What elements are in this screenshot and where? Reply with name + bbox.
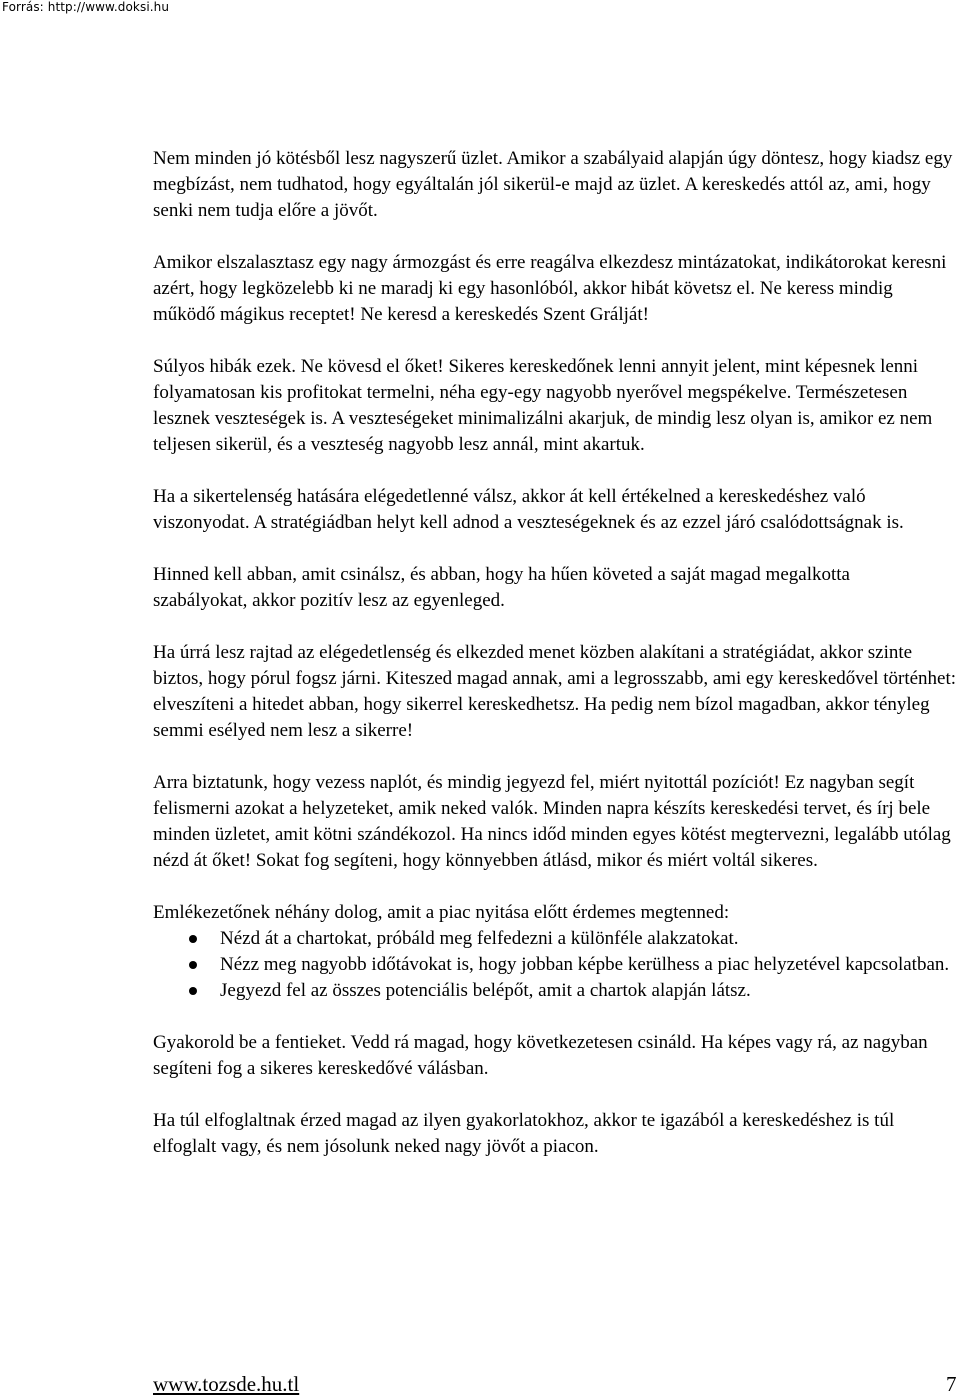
list-item-text: Jegyezd fel az összes potenciális belépőt, amit a chartok alapján látsz. [220,980,751,1001]
paragraph: Amikor elszalasztasz egy nagy ármozgást és erre reagálva elkezdesz mintázatokat, indikátorokat keresni azért, hogy legközelebb ki ne maradj ki egy hasonlóból, akkor hibát követsz el. Ne keress mindig működő mágikus receptet! Ne keresd a kereskedés Szent Grálját! [153,252,947,325]
bullet-icon [189,987,197,995]
bullet-icon [189,961,197,969]
list-item [153,978,960,1004]
paragraph: Hinned kell abban, amit csinálsz, és abban, hogy ha hűen követed a saját magad megalkotta szabályokat, akkor pozitív lesz az egyenleged. [153,564,850,611]
list-item [153,952,960,978]
footer-website-link[interactable]: www.tozsde.hu.tl [153,1372,300,1396]
bullet-icon [189,935,197,943]
document-body [153,146,960,1160]
paragraph: Súlyos hibák ezek. Ne kövesd el őket! Sikeres kereskedőnek lenni annyit jelent, mint képesnek lenni folyamatosan kis profitokat termelni, néha egy-egy nagyobb nyerővel megspékelve. Természetesen lesznek veszteségek is. A veszteségeket minimalizálni akarjuk, de mindig lesz olyan is, amikor ez nem teljesen sikerül, és a veszteség nagyobb lesz annál, mint akartuk. [153,356,933,455]
paragraph: Gyakorold be a fentieket. Vedd rá magad, hogy következetesen csináld. Ha képes vagy rá, az nagyban segíteni fog a sikeres kereskedővé válásban. [153,1032,928,1079]
paragraph: Nem minden jó kötésből lesz nagyszerű üzlet. Amikor a szabályaid alapján úgy döntesz, hogy kiadsz egy megbízást, nem tudhatod, hogy egyáltalán jól sikerül-e majd az üzlet. A kereskedés attól az, ami, hogy senki nem tudja előre a jövőt. [153,148,953,221]
paragraph: Ha a sikertelenség hatására elégedetlenné válsz, akkor át kell értékelned a kereskedéshez való viszonyodat. A stratégiádban helyt kell adnod a veszteségeknek és az ezzel járó csalódottságnak is. [153,486,904,533]
paragraph: Arra biztatunk, hogy vezess naplót, és mindig jegyezd fel, miért nyitottál pozíciót! Ez nagyban segít felismerni azokat a helyzeteket, amik neked valók. Minden napra készíts kereskedési tervet, és írj bele minden üzletet, amit kötni szándékozol. Ha nincs időd minden egyes kötést megtervezni, legalább utólag nézd át őket! Sokat fog segíteni, hogy könnyebben átlásd, mikor és miért voltál sikeres. [153,772,951,871]
list-item-text: Nézd át a chartokat, próbáld meg felfedezni a különféle alakzatokat. [220,928,739,949]
list-item [153,926,960,952]
paragraph: Emlékezetőnek néhány dolog, amit a piac nyitása előtt érdemes megtenned: [153,902,730,923]
paragraph: Ha úrrá lesz rajtad az elégedetlenség és elkezded menet közben alakítani a stratégiádat, akkor szinte biztos, hogy pórul fogsz járni. Kiteszed magad annak, ami a legrosszabb, ami egy kereskedővel történhet: elveszíteni a hitedet abban, hogy sikerrel kereskedhetsz. Ha pedig nem bízol magadban, akkor tényleg semmi esélyed nem lesz a sikerre! [153,642,957,741]
paragraph: Ha túl elfoglaltnak érzed magad az ilyen gyakorlatokhoz, akkor te igazából a kereskedéshez is túl elfoglalt vagy, és nem jósolunk neked nagy jövőt a piacon. [153,1110,895,1157]
bullet-list [153,926,960,1004]
list-item-text: Nézz meg nagyobb időtávokat is, hogy jobban képbe kerülhess a piac helyzetével kapcsolatban. [220,954,950,975]
page-number: 7 [946,1372,957,1396]
source-header: Forrás: http://www.doksi.hu [2,0,170,14]
